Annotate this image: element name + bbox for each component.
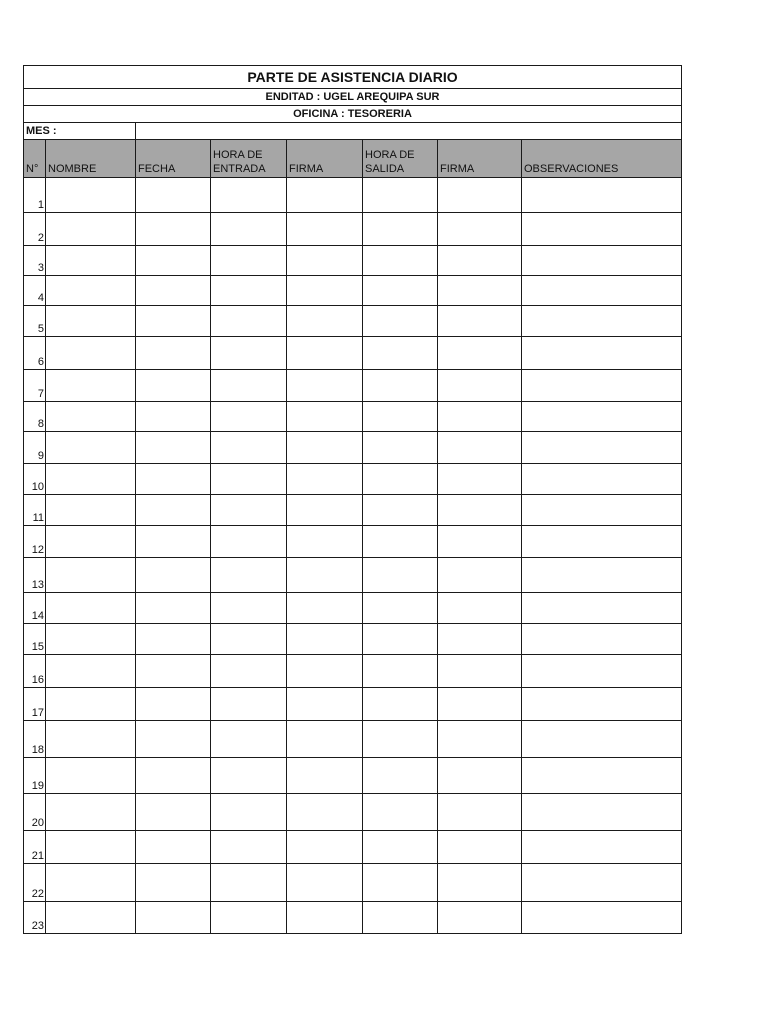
entry-time-cell[interactable] bbox=[211, 337, 287, 370]
exit-signature-cell[interactable] bbox=[438, 558, 522, 593]
exit-signature-cell[interactable] bbox=[438, 688, 522, 721]
date-cell[interactable] bbox=[136, 178, 211, 213]
entry-signature-cell[interactable] bbox=[287, 432, 363, 464]
table-row bbox=[24, 593, 682, 624]
entry-time-cell[interactable] bbox=[211, 464, 287, 495]
row-number: 1 bbox=[24, 178, 46, 213]
date-cell[interactable] bbox=[136, 526, 211, 558]
month-value-cell[interactable] bbox=[136, 123, 682, 140]
entry-time-cell[interactable] bbox=[211, 688, 287, 721]
observations-cell[interactable] bbox=[522, 402, 682, 432]
date-cell[interactable] bbox=[136, 558, 211, 593]
exit-time-cell[interactable] bbox=[363, 213, 438, 246]
office-label: OFICINA : TESORERIA bbox=[24, 106, 682, 123]
attendance-table bbox=[23, 65, 682, 934]
entry-signature-cell[interactable] bbox=[287, 495, 363, 526]
entry-signature-cell[interactable] bbox=[287, 337, 363, 370]
entry-time-cell[interactable] bbox=[211, 306, 287, 337]
exit-time-cell[interactable] bbox=[363, 464, 438, 495]
exit-signature-cell[interactable] bbox=[438, 721, 522, 758]
entry-signature-cell[interactable] bbox=[287, 370, 363, 402]
exit-signature-cell[interactable] bbox=[438, 306, 522, 337]
date-cell[interactable] bbox=[136, 758, 211, 794]
exit-time-cell[interactable] bbox=[363, 246, 438, 276]
col-header-signature-entry: FIRMA bbox=[287, 140, 363, 178]
exit-signature-cell[interactable] bbox=[438, 178, 522, 213]
exit-signature-cell[interactable] bbox=[438, 526, 522, 558]
table-row bbox=[24, 902, 682, 934]
name-cell[interactable] bbox=[46, 246, 136, 276]
date-cell[interactable] bbox=[136, 276, 211, 306]
month-label: MES : bbox=[24, 123, 136, 140]
entry-signature-cell[interactable] bbox=[287, 402, 363, 432]
table-row bbox=[24, 306, 682, 337]
observations-cell[interactable] bbox=[522, 593, 682, 624]
table-row bbox=[24, 721, 682, 758]
exit-time-cell[interactable] bbox=[363, 655, 438, 688]
observations-cell[interactable] bbox=[522, 306, 682, 337]
name-cell[interactable] bbox=[46, 758, 136, 794]
exit-signature-cell[interactable] bbox=[438, 794, 522, 831]
col-header-observations: OBSERVACIONES bbox=[522, 140, 682, 178]
observations-cell[interactable] bbox=[522, 213, 682, 246]
entry-signature-cell[interactable] bbox=[287, 558, 363, 593]
entry-signature-cell[interactable] bbox=[287, 758, 363, 794]
row-number: 23 bbox=[24, 902, 46, 934]
exit-signature-cell[interactable] bbox=[438, 655, 522, 688]
name-cell[interactable] bbox=[46, 864, 136, 902]
table-row bbox=[24, 178, 682, 213]
date-cell[interactable] bbox=[136, 306, 211, 337]
date-cell[interactable] bbox=[136, 902, 211, 934]
row-number: 4 bbox=[24, 276, 46, 306]
entry-time-cell[interactable] bbox=[211, 624, 287, 655]
observations-cell[interactable] bbox=[522, 624, 682, 655]
exit-time-cell[interactable] bbox=[363, 721, 438, 758]
date-cell[interactable] bbox=[136, 337, 211, 370]
col-header-exit-time: HORA DE SALIDA bbox=[363, 140, 438, 178]
entry-signature-cell[interactable] bbox=[287, 276, 363, 306]
table-row bbox=[24, 432, 682, 464]
entry-signature-cell[interactable] bbox=[287, 831, 363, 864]
observations-cell[interactable] bbox=[522, 432, 682, 464]
table-row bbox=[24, 213, 682, 246]
col-header-name: NOMBRE bbox=[46, 140, 136, 178]
date-cell[interactable] bbox=[136, 721, 211, 758]
name-cell[interactable] bbox=[46, 593, 136, 624]
table-row bbox=[24, 558, 682, 593]
exit-time-cell[interactable] bbox=[363, 864, 438, 902]
row-number: 10 bbox=[24, 464, 46, 495]
entry-time-cell[interactable] bbox=[211, 276, 287, 306]
entry-time-cell[interactable] bbox=[211, 864, 287, 902]
row-number: 13 bbox=[24, 558, 46, 593]
observations-cell[interactable] bbox=[522, 758, 682, 794]
exit-time-cell[interactable] bbox=[363, 276, 438, 306]
row-number: 16 bbox=[24, 655, 46, 688]
exit-time-cell[interactable] bbox=[363, 526, 438, 558]
observations-cell[interactable] bbox=[522, 864, 682, 902]
row-number: 19 bbox=[24, 758, 46, 794]
table-row bbox=[24, 276, 682, 306]
name-cell[interactable] bbox=[46, 464, 136, 495]
entry-signature-cell[interactable] bbox=[287, 721, 363, 758]
date-cell[interactable] bbox=[136, 624, 211, 655]
exit-signature-cell[interactable] bbox=[438, 624, 522, 655]
name-cell[interactable] bbox=[46, 276, 136, 306]
entry-time-cell[interactable] bbox=[211, 721, 287, 758]
exit-time-cell[interactable] bbox=[363, 370, 438, 402]
name-cell[interactable] bbox=[46, 432, 136, 464]
name-cell[interactable] bbox=[46, 902, 136, 934]
exit-time-cell[interactable] bbox=[363, 558, 438, 593]
date-cell[interactable] bbox=[136, 464, 211, 495]
date-cell[interactable] bbox=[136, 370, 211, 402]
name-cell[interactable] bbox=[46, 337, 136, 370]
exit-time-cell[interactable] bbox=[363, 337, 438, 370]
entry-signature-cell[interactable] bbox=[287, 246, 363, 276]
name-cell[interactable] bbox=[46, 831, 136, 864]
date-cell[interactable] bbox=[136, 831, 211, 864]
entry-signature-cell[interactable] bbox=[287, 902, 363, 934]
observations-cell[interactable] bbox=[522, 655, 682, 688]
row-number: 6 bbox=[24, 337, 46, 370]
col-header-signature-exit: FIRMA bbox=[438, 140, 522, 178]
entry-time-cell[interactable] bbox=[211, 831, 287, 864]
observations-cell[interactable] bbox=[522, 526, 682, 558]
exit-time-cell[interactable] bbox=[363, 432, 438, 464]
exit-signature-cell[interactable] bbox=[438, 213, 522, 246]
entry-time-cell[interactable] bbox=[211, 758, 287, 794]
exit-time-cell[interactable] bbox=[363, 306, 438, 337]
col-header-entry-time: HORA DE ENTRADA bbox=[211, 140, 287, 178]
entry-signature-cell[interactable] bbox=[287, 593, 363, 624]
entry-signature-cell[interactable] bbox=[287, 624, 363, 655]
exit-time-cell[interactable] bbox=[363, 688, 438, 721]
table-row bbox=[24, 758, 682, 794]
table-row bbox=[24, 624, 682, 655]
exit-signature-cell[interactable] bbox=[438, 464, 522, 495]
attendance-sheet bbox=[23, 65, 681, 934]
row-number: 17 bbox=[24, 688, 46, 721]
entry-time-cell[interactable] bbox=[211, 432, 287, 464]
entry-signature-cell[interactable] bbox=[287, 864, 363, 902]
exit-signature-cell[interactable] bbox=[438, 432, 522, 464]
entry-time-cell[interactable] bbox=[211, 655, 287, 688]
exit-time-cell[interactable] bbox=[363, 402, 438, 432]
entry-signature-cell[interactable] bbox=[287, 655, 363, 688]
exit-signature-cell[interactable] bbox=[438, 831, 522, 864]
entry-time-cell[interactable] bbox=[211, 495, 287, 526]
row-number: 12 bbox=[24, 526, 46, 558]
observations-cell[interactable] bbox=[522, 178, 682, 213]
date-cell[interactable] bbox=[136, 246, 211, 276]
entry-time-cell[interactable] bbox=[211, 213, 287, 246]
name-cell[interactable] bbox=[46, 655, 136, 688]
column-header-row bbox=[24, 140, 682, 178]
name-cell[interactable] bbox=[46, 402, 136, 432]
observations-cell[interactable] bbox=[522, 794, 682, 831]
row-number: 21 bbox=[24, 831, 46, 864]
exit-signature-cell[interactable] bbox=[438, 758, 522, 794]
row-number: 5 bbox=[24, 306, 46, 337]
row-number: 7 bbox=[24, 370, 46, 402]
entry-signature-cell[interactable] bbox=[287, 688, 363, 721]
exit-time-cell[interactable] bbox=[363, 495, 438, 526]
name-cell[interactable] bbox=[46, 688, 136, 721]
exit-time-cell[interactable] bbox=[363, 831, 438, 864]
observations-cell[interactable] bbox=[522, 370, 682, 402]
date-cell[interactable] bbox=[136, 593, 211, 624]
row-number: 15 bbox=[24, 624, 46, 655]
entity-label: ENDITAD : UGEL AREQUIPA SUR bbox=[24, 89, 682, 106]
table-row bbox=[24, 655, 682, 688]
exit-time-cell[interactable] bbox=[363, 902, 438, 934]
observations-cell[interactable] bbox=[522, 495, 682, 526]
row-number: 9 bbox=[24, 432, 46, 464]
table-row bbox=[24, 495, 682, 526]
table-row bbox=[24, 464, 682, 495]
entry-time-cell[interactable] bbox=[211, 526, 287, 558]
observations-cell[interactable] bbox=[522, 721, 682, 758]
exit-signature-cell[interactable] bbox=[438, 276, 522, 306]
exit-signature-cell[interactable] bbox=[438, 246, 522, 276]
row-number: 14 bbox=[24, 593, 46, 624]
row-number: 3 bbox=[24, 246, 46, 276]
observations-cell[interactable] bbox=[522, 246, 682, 276]
entry-signature-cell[interactable] bbox=[287, 464, 363, 495]
row-number: 18 bbox=[24, 721, 46, 758]
name-cell[interactable] bbox=[46, 526, 136, 558]
row-number: 8 bbox=[24, 402, 46, 432]
entry-time-cell[interactable] bbox=[211, 558, 287, 593]
table-row bbox=[24, 246, 682, 276]
entry-signature-cell[interactable] bbox=[287, 213, 363, 246]
exit-time-cell[interactable] bbox=[363, 624, 438, 655]
entry-time-cell[interactable] bbox=[211, 593, 287, 624]
observations-cell[interactable] bbox=[522, 337, 682, 370]
date-cell[interactable] bbox=[136, 655, 211, 688]
entry-signature-cell[interactable] bbox=[287, 526, 363, 558]
exit-signature-cell[interactable] bbox=[438, 902, 522, 934]
entry-time-cell[interactable] bbox=[211, 794, 287, 831]
date-cell[interactable] bbox=[136, 495, 211, 526]
table-row bbox=[24, 831, 682, 864]
exit-signature-cell[interactable] bbox=[438, 864, 522, 902]
observations-cell[interactable] bbox=[522, 688, 682, 721]
observations-cell[interactable] bbox=[522, 902, 682, 934]
exit-time-cell[interactable] bbox=[363, 758, 438, 794]
entry-time-cell[interactable] bbox=[211, 402, 287, 432]
col-header-date: FECHA bbox=[136, 140, 211, 178]
table-row bbox=[24, 337, 682, 370]
name-cell[interactable] bbox=[46, 558, 136, 593]
col-header-number: N° bbox=[24, 140, 46, 178]
row-number: 2 bbox=[24, 213, 46, 246]
entry-signature-cell[interactable] bbox=[287, 178, 363, 213]
date-cell[interactable] bbox=[136, 688, 211, 721]
name-cell[interactable] bbox=[46, 178, 136, 213]
date-cell[interactable] bbox=[136, 794, 211, 831]
name-cell[interactable] bbox=[46, 721, 136, 758]
table-row bbox=[24, 370, 682, 402]
name-cell[interactable] bbox=[46, 624, 136, 655]
sheet-title: PARTE DE ASISTENCIA DIARIO bbox=[24, 66, 682, 89]
exit-time-cell[interactable] bbox=[363, 593, 438, 624]
entry-signature-cell[interactable] bbox=[287, 794, 363, 831]
date-cell[interactable] bbox=[136, 213, 211, 246]
exit-signature-cell[interactable] bbox=[438, 593, 522, 624]
observations-cell[interactable] bbox=[522, 276, 682, 306]
exit-signature-cell[interactable] bbox=[438, 337, 522, 370]
table-row bbox=[24, 864, 682, 902]
name-cell[interactable] bbox=[46, 213, 136, 246]
date-cell[interactable] bbox=[136, 432, 211, 464]
entry-signature-cell[interactable] bbox=[287, 306, 363, 337]
exit-signature-cell[interactable] bbox=[438, 495, 522, 526]
entry-time-cell[interactable] bbox=[211, 246, 287, 276]
exit-time-cell[interactable] bbox=[363, 794, 438, 831]
table-row bbox=[24, 402, 682, 432]
row-number: 20 bbox=[24, 794, 46, 831]
row-number: 22 bbox=[24, 864, 46, 902]
observations-cell[interactable] bbox=[522, 464, 682, 495]
name-cell[interactable] bbox=[46, 794, 136, 831]
observations-cell[interactable] bbox=[522, 831, 682, 864]
table-row bbox=[24, 526, 682, 558]
entry-time-cell[interactable] bbox=[211, 178, 287, 213]
entry-time-cell[interactable] bbox=[211, 370, 287, 402]
table-row bbox=[24, 794, 682, 831]
name-cell[interactable] bbox=[46, 370, 136, 402]
entry-time-cell[interactable] bbox=[211, 902, 287, 934]
name-cell[interactable] bbox=[46, 495, 136, 526]
date-cell[interactable] bbox=[136, 402, 211, 432]
table-row bbox=[24, 688, 682, 721]
exit-signature-cell[interactable] bbox=[438, 370, 522, 402]
date-cell[interactable] bbox=[136, 864, 211, 902]
exit-time-cell[interactable] bbox=[363, 178, 438, 213]
name-cell[interactable] bbox=[46, 306, 136, 337]
exit-signature-cell[interactable] bbox=[438, 402, 522, 432]
row-number: 11 bbox=[24, 495, 46, 526]
observations-cell[interactable] bbox=[522, 558, 682, 593]
